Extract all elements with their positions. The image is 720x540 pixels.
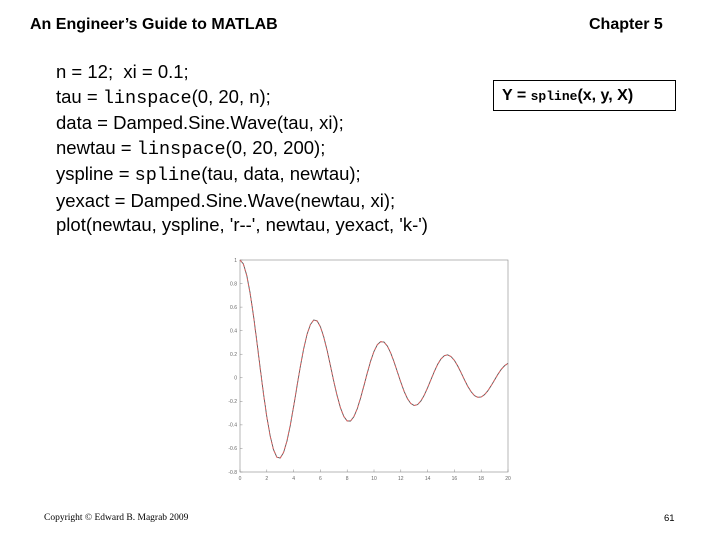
y-tick-label: -0.8 bbox=[228, 469, 237, 476]
plot-frame bbox=[240, 260, 508, 472]
series-exact-line bbox=[240, 260, 508, 458]
x-tick-label: 8 bbox=[345, 476, 349, 482]
callout-function-name: spline bbox=[530, 89, 578, 104]
function-name-linspace: linspace bbox=[136, 138, 226, 160]
code-text: (tau, data, newtau); bbox=[201, 163, 361, 184]
y-tick-label: 0.4 bbox=[230, 328, 237, 335]
y-tick-label: -0.4 bbox=[228, 422, 237, 429]
code-text: (0, 20, n); bbox=[191, 85, 271, 107]
function-name-linspace: linspace bbox=[102, 87, 192, 109]
spline-syntax-box bbox=[493, 80, 676, 111]
callout-text: Y = bbox=[502, 87, 531, 104]
code-text: tau = bbox=[56, 85, 103, 107]
code-line-7: plot(newtau, yspline, 'r--', newtau, yexact, 'k-') bbox=[56, 214, 428, 235]
x-tick-label: 12 bbox=[398, 476, 404, 482]
code-line-6: yexact = Damped.Sine.Wave(newtau, xi); bbox=[56, 189, 396, 211]
code-line-3: data = Damped.Sine.Wave(tau, xi); bbox=[56, 112, 344, 133]
x-tick-label: 0 bbox=[238, 476, 242, 482]
y-tick-label: 1 bbox=[234, 257, 237, 264]
code-line-5 bbox=[56, 162, 428, 189]
function-name-spline: spline bbox=[134, 165, 202, 186]
spline-plot bbox=[226, 254, 516, 484]
code-line-1: n = 12; xi = 0.1; bbox=[56, 61, 189, 82]
x-tick-label: 6 bbox=[319, 476, 322, 482]
code-line-4 bbox=[56, 136, 428, 163]
y-tick-label: 0.8 bbox=[230, 281, 237, 288]
series-spline-line bbox=[240, 260, 508, 458]
code-block bbox=[56, 60, 428, 238]
page-number: 61 bbox=[664, 513, 675, 524]
y-tick-label: -0.6 bbox=[228, 446, 237, 453]
x-tick-label: 4 bbox=[292, 476, 295, 482]
x-tick-label: 14 bbox=[424, 476, 431, 482]
code-text: (0, 20, 200); bbox=[225, 136, 326, 158]
x-tick-label: 20 bbox=[505, 476, 511, 482]
code-line-2 bbox=[56, 85, 428, 112]
chapter-label: Chapter 5 bbox=[589, 16, 663, 33]
code-text: yspline = bbox=[56, 163, 135, 184]
y-tick-label: -0.2 bbox=[228, 399, 237, 406]
y-tick-label: 0 bbox=[234, 375, 237, 382]
book-title: An Engineer’s Guide to MATLAB bbox=[30, 16, 278, 33]
x-tick-label: 10 bbox=[371, 476, 377, 482]
code-text: newtau = bbox=[56, 136, 137, 158]
callout-text: (x, y, X) bbox=[577, 87, 634, 104]
y-tick-label: 0.2 bbox=[230, 352, 237, 359]
x-tick-label: 16 bbox=[451, 476, 458, 482]
y-tick-label: 0.6 bbox=[230, 304, 237, 311]
x-tick-label: 2 bbox=[265, 476, 269, 482]
x-tick-label: 18 bbox=[478, 476, 484, 482]
copyright-notice: Copyright © Edward B. Magrab 2009 bbox=[44, 513, 189, 523]
